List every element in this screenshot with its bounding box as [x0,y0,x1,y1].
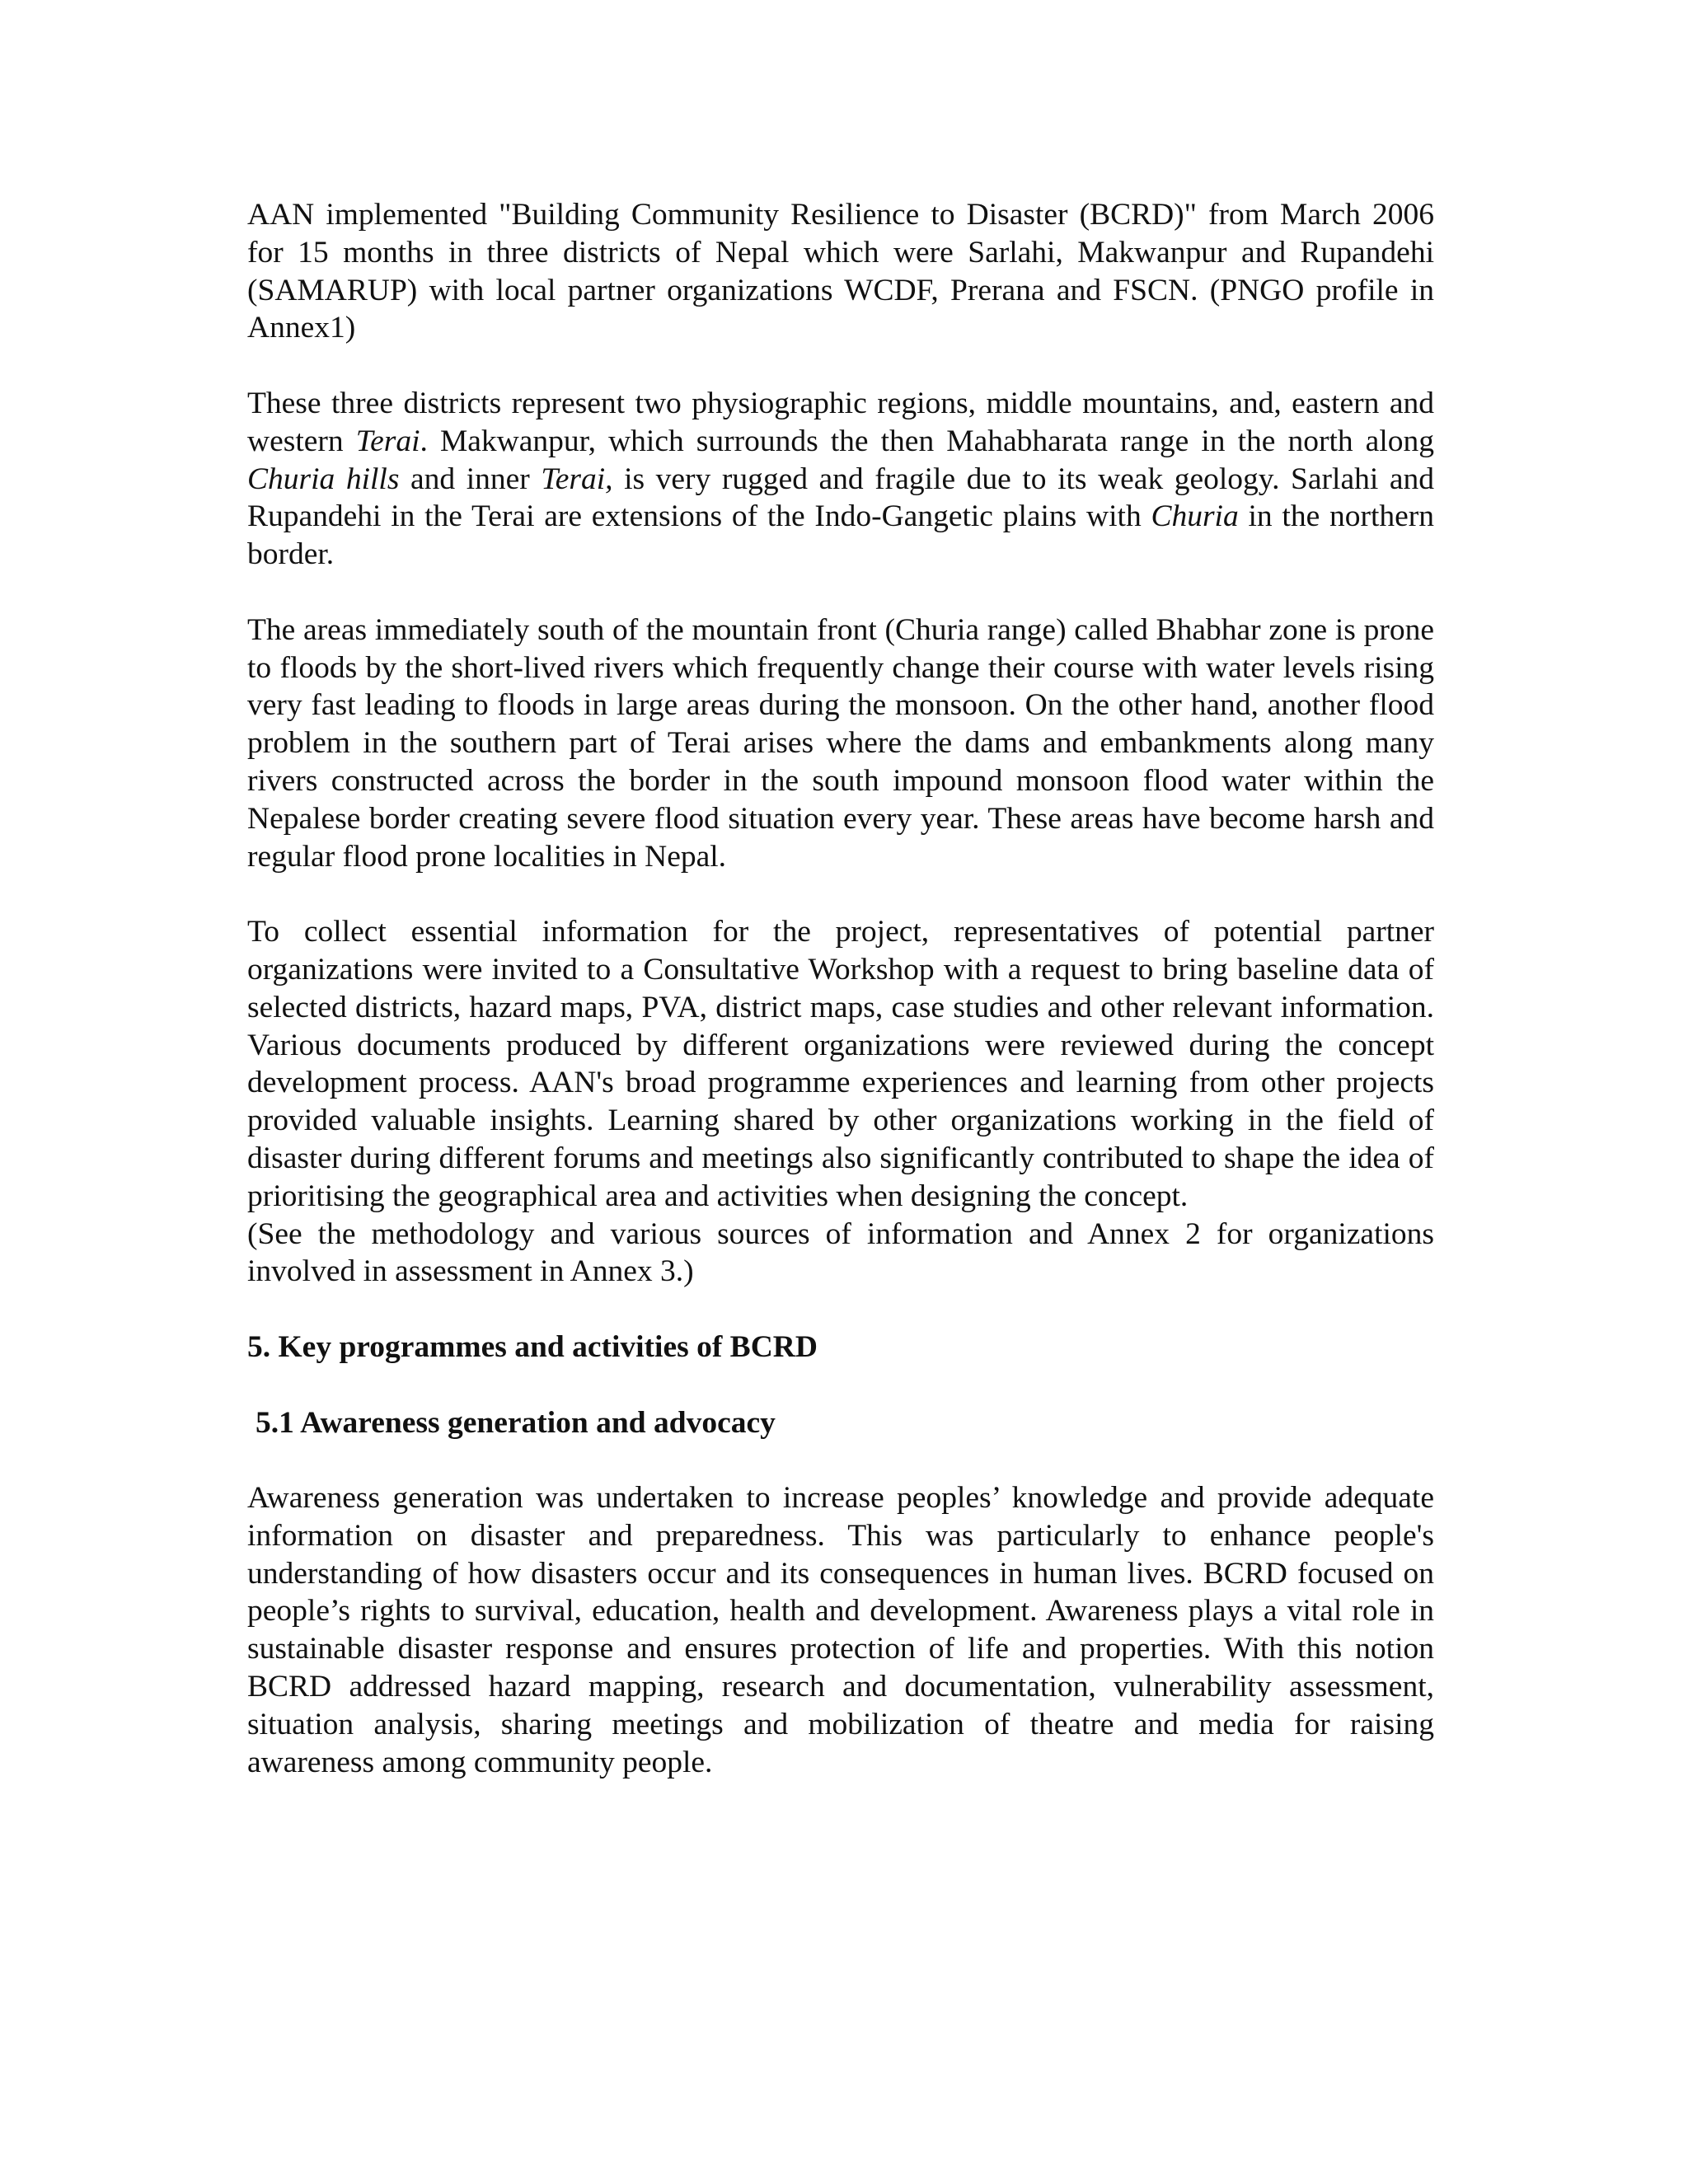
paragraph-methodology-note: (See the methodology and various sources of information and Annex 2 for organizations involved in assessment in Annex 3.) [247,1216,1434,1289]
italic-term-terai: Terai [355,424,420,458]
section-heading-key-programmes: 5. Key programmes and activities of BCRD [247,1329,818,1364]
paragraph-spacer [247,875,1434,913]
paragraph-flood-areas: The areas immediately south of the mountain front (Churia range) called Bhabhar zone is prone to floods by the short-lived rivers which frequently change their course with water levels rising very fast leading to floods in large areas during the monsoon. On the other hand, another flood problem in the southern part of Terai arises where the dams and embankments along many rivers constructed across the border in the south impound monsoon flood water within the Nepalese border creating severe flood situation every year. These areas have become harsh and regular flood prone localities in Nepal. [247,612,1434,874]
paragraph-information-collection: To collect essential information for the project, representatives of potential partner organizations were invited to a Consultative Workshop with a request to bring baseline data of selected districts, hazard maps, PVA, district maps, case studies and other relevant information. Various documents produced by different organizations were reviewed during the concept development process. AAN's broad programme experiences and learning from other projects provided valuable insights. Learning shared by other organizations working in the field of disaster during different forums and meetings also significantly contributed to shape the idea of prioritising the geographical area and activities when designing the concept. [247,915,1434,1213]
text-run: in the northern border. [247,499,1434,572]
paragraph-spacer [247,1441,1434,1479]
paragraph-awareness-generation: Awareness generation was undertaken to increase peoples’ knowledge and provide adequate information on disaster and preparedness. This was particularly to enhance people's understanding of how disasters occur and its consequences in human lives. BCRD focused on people’s rights to survival, education, health and development. Awareness plays a vital role in sustainable disaster response and ensures protection of life and properties. With this notion BCRD addressed hazard mapping, research and documentation, vulnerability assessment, situation analysis, sharing meetings and mobilization of theatre and media for raising awareness among community people. [247,1481,1434,1779]
paragraph-spacer [247,347,1434,385]
paragraph-districts-regions [247,385,1434,574]
text-run: is very rugged and fragile due to its weak geology. Sarlahi and Rupandehi in the Terai are extensions of the Indo-Gangetic plains with [247,462,1434,534]
italic-term-terai: Terai, [541,462,613,496]
document-page [247,196,1434,1781]
text-run: and inner [399,462,542,496]
paragraph-bcrd-intro: AAN implemented "Building Community Resilience to Disaster (BCRD)" from March 2006 for 15 months in three districts of Nepal which were Sarlahi, Makwanpur and Rupandehi (SAMARUP) with local partner organizations WCDF, Prerana and FSCN. (PNGO profile in Annex1) [247,198,1434,345]
paragraph-spacer [247,1366,1434,1404]
text-run: . Makwanpur, which surrounds the then Mahabharata range in the north along [420,424,1434,458]
paragraph-spacer [247,574,1434,612]
text-run: These three districts represent two physiographic regions, middle mountains, and, eastern and western [247,386,1434,458]
subsection-heading-awareness: 5.1 Awareness generation and advocacy [256,1405,776,1440]
paragraph-spacer [247,1291,1434,1329]
italic-term-churia-hills: Churia hills [247,462,400,496]
italic-term-churia: Churia [1151,499,1239,534]
